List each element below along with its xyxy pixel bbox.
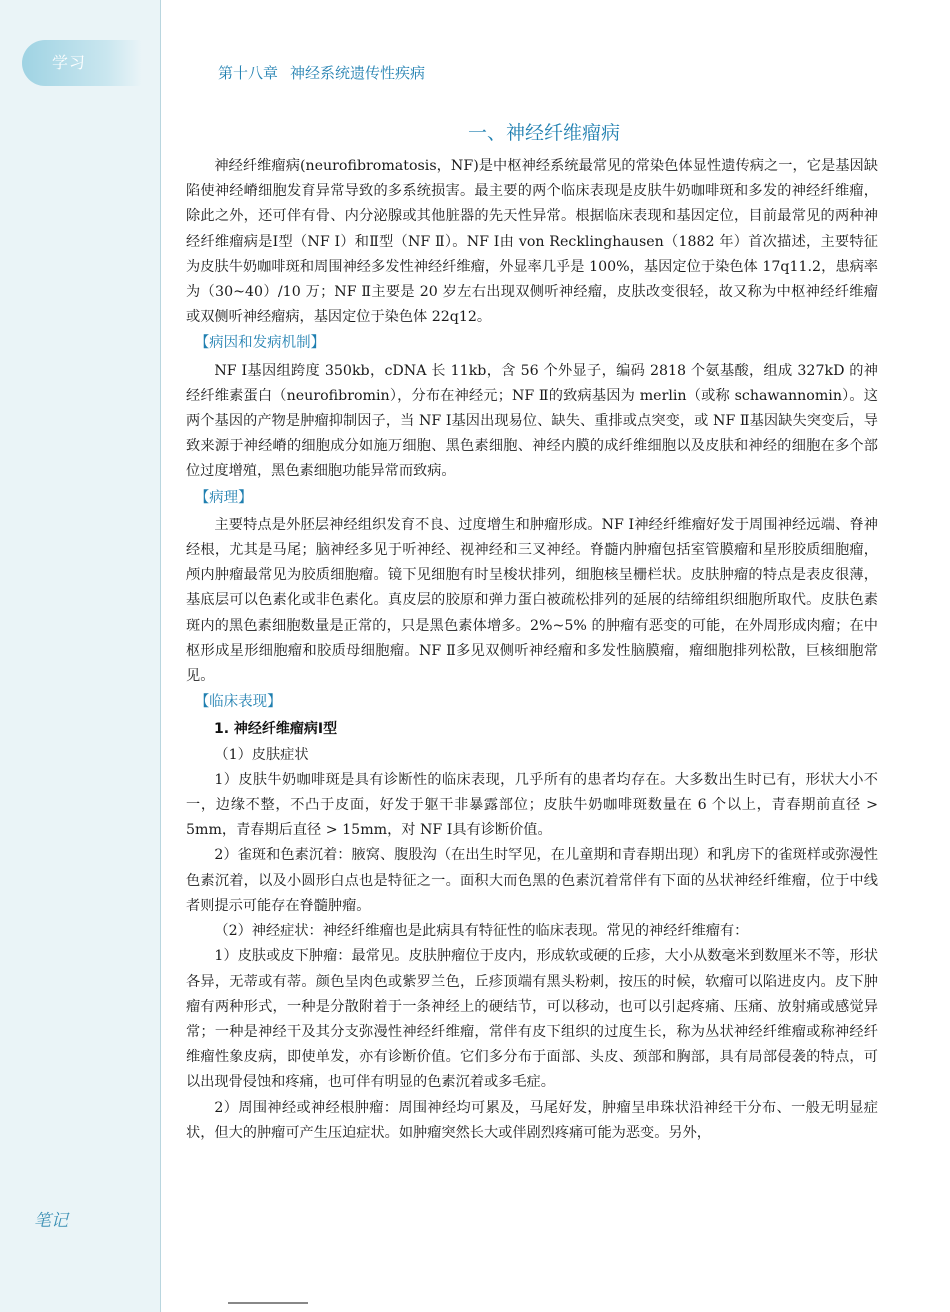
section-title: 一、神经纤维瘤病	[468, 122, 621, 144]
pathology-paragraph: 主要特点是外胚层神经组织发育不良、过度增生和肿瘤形成。NF Ⅰ神经纤维瘤好发于周围神经远端、脊神经根，尤其是马尾；脑神经多见于听神经、视神经和三叉神经。脊髓内肿瘤包括室管膜瘤和星形胶质细胞瘤，颅内肿瘤最常见为胶质细胞瘤。镜下见细胞有时呈梭状排列，细胞核呈栅栏状。皮肤肿瘤的特点是表皮很薄，基底层可以色素化或非色素化。真皮层的胶原和弹力蛋白被疏松排列的延展的结缔组织细胞所取代。皮肤色素斑内的黑色素细胞数量是正常的，只是黑色素体增多。2%~5% 的肿瘤有恶变的可能，在外周形成肉瘤；在中枢形成星形细胞瘤和胶质母细胞瘤。NF Ⅱ多见双侧听神经瘤和多发性脑膜瘤，瘤细胞排列松散，巨核细胞常见。	[186, 516, 878, 685]
skin-paragraph-1: 1）皮肤牛奶咖啡斑是具有诊断性的临床表现，几乎所有的患者均存在。大多数出生时已有，形状大小不一，边缘不整，不凸于皮面，好发于躯干非暴露部位；皮肤牛奶咖啡斑数量在 6 个以上，青春期前直径 > 5mm，青春期后直径 > 15mm，对 NF Ⅰ具有诊断价值。	[186, 771, 878, 839]
pathology-heading: 【病理】	[194, 489, 253, 506]
etiology-paragraph: NF Ⅰ基因组跨度 350kb，cDNA 长 11kb，含 56 个外显子，编码 2818 个氨基酸，组成 327kD 的神经纤维素蛋白（neurofibromin），分布在神经元；NF Ⅱ的致病基因为 merlin（或称 schawannomin）。这两个基因的产物是肿瘤抑制因子，当 NF Ⅰ基因出现易位、缺失、重排或点突变，或 NF Ⅱ基因缺失突变后，导致来源于神经嵴的细胞成分如施万细胞、黑色素细胞、神经内膜的成纤维细胞以及皮肤和神经的细胞在多个部位过度增殖，黑色素细胞功能异常而致病。	[186, 362, 878, 480]
neuro-symptoms-heading: （2）神经症状：神经纤维瘤也是此病具有特征性的临床表现。常见的神经纤维瘤有：	[214, 923, 749, 940]
neuro-paragraph-2: 2）周围神经或神经根肿瘤：周围神经均可累及，马尾好发，肿瘤呈串珠状沿神经干分布、一般无明显症状，但大的肿瘤可产生压迫症状。如肿瘤突然长大或伴剧烈疼痛可能为恶变。另外，	[186, 1099, 878, 1141]
intro-paragraph: 神经纤维瘤病(neurofibromatosis，NF)是中枢神经系统最常见的常染色体显性遗传病之一，它是基因缺陷使神经嵴细胞发育异常导致的多系统损害。最主要的两个临床表现是皮肤牛奶咖啡斑和多发的神经纤维瘤，除此之外，还可伴有骨、内分泌腺或其他脏器的先天性异常。根据临床表现和基因定位，目前最常见的两种神经纤维瘤病是Ⅰ型（NF Ⅰ）和Ⅱ型（NF Ⅱ）。NF Ⅰ由 von Recklinghausen（1882 年）首次描述，主要特征为皮肤牛奶咖啡斑和周围神经多发性神经纤维瘤，外显率几乎是 100%，基因定位于染色体 17q11.2，患病率为（30~40）/10 万；NF Ⅱ主要是 20 岁左右出现双侧听神经瘤，皮肤改变很轻，故又称为中枢神经纤维瘤或双侧听神经瘤病，基因定位于染色体 22q12。	[186, 158, 878, 326]
type1-heading: 1. 神经纤维瘤病Ⅰ型	[214, 721, 338, 738]
etiology-heading: 【病因和发病机制】	[194, 335, 326, 352]
chapter-title: 神经系统遗传性疾病	[290, 64, 426, 82]
skin-symptoms-heading: （1）皮肤症状	[214, 746, 309, 763]
margin-strip	[0, 0, 160, 1312]
margin-divider	[160, 0, 161, 1312]
clinical-heading: 【临床表现】	[194, 694, 282, 711]
margin-badge-text: 学习	[52, 53, 87, 72]
page-body	[186, 154, 878, 1146]
chapter-header	[218, 62, 425, 83]
margin-badge	[22, 40, 142, 86]
skin-paragraph-2: 2）雀斑和色素沉着：腋窝、腹股沟（在出生时罕见，在儿童期和青春期出现）和乳房下的雀斑样或弥漫性色素沉着，以及小圆形白点也是特征之一。面积大而色黑的色素沉着常伴有下面的丛状神经纤维瘤，位于中线者则提示可能存在脊髓肿瘤。	[186, 847, 878, 914]
notes-label: 笔记	[34, 1211, 68, 1231]
neuro-paragraph-1: 1）皮肤或皮下肿瘤：最常见。皮肤肿瘤位于皮内，形成软或硬的丘疹，大小从数毫米到数厘米不等，形状各异，无蒂或有蒂。颜色呈肉色或紫罗兰色，丘疹顶端有黑头粉刺，按压的时候，软瘤可以陷进皮内。皮下肿瘤有两种形式，一种是分散附着于一条神经上的硬结节，可以移动，也可以引起疼痛、压痛、放射痛或感觉异常；一种是神经干及其分支弥漫性神经纤维瘤，常伴有皮下组织的过度生长，称为丛状神经纤维瘤或称神经纤维瘤性象皮病，即使单发，亦有诊断价值。它们多分布于面部、头皮、颈部和胸部，具有局部侵袭的特点，可以出现骨侵蚀和疼痛，也可伴有明显的色素沉着或多毛症。	[186, 948, 878, 1091]
chapter-number: 第十八章	[218, 64, 279, 82]
bottom-rule	[228, 1302, 308, 1304]
